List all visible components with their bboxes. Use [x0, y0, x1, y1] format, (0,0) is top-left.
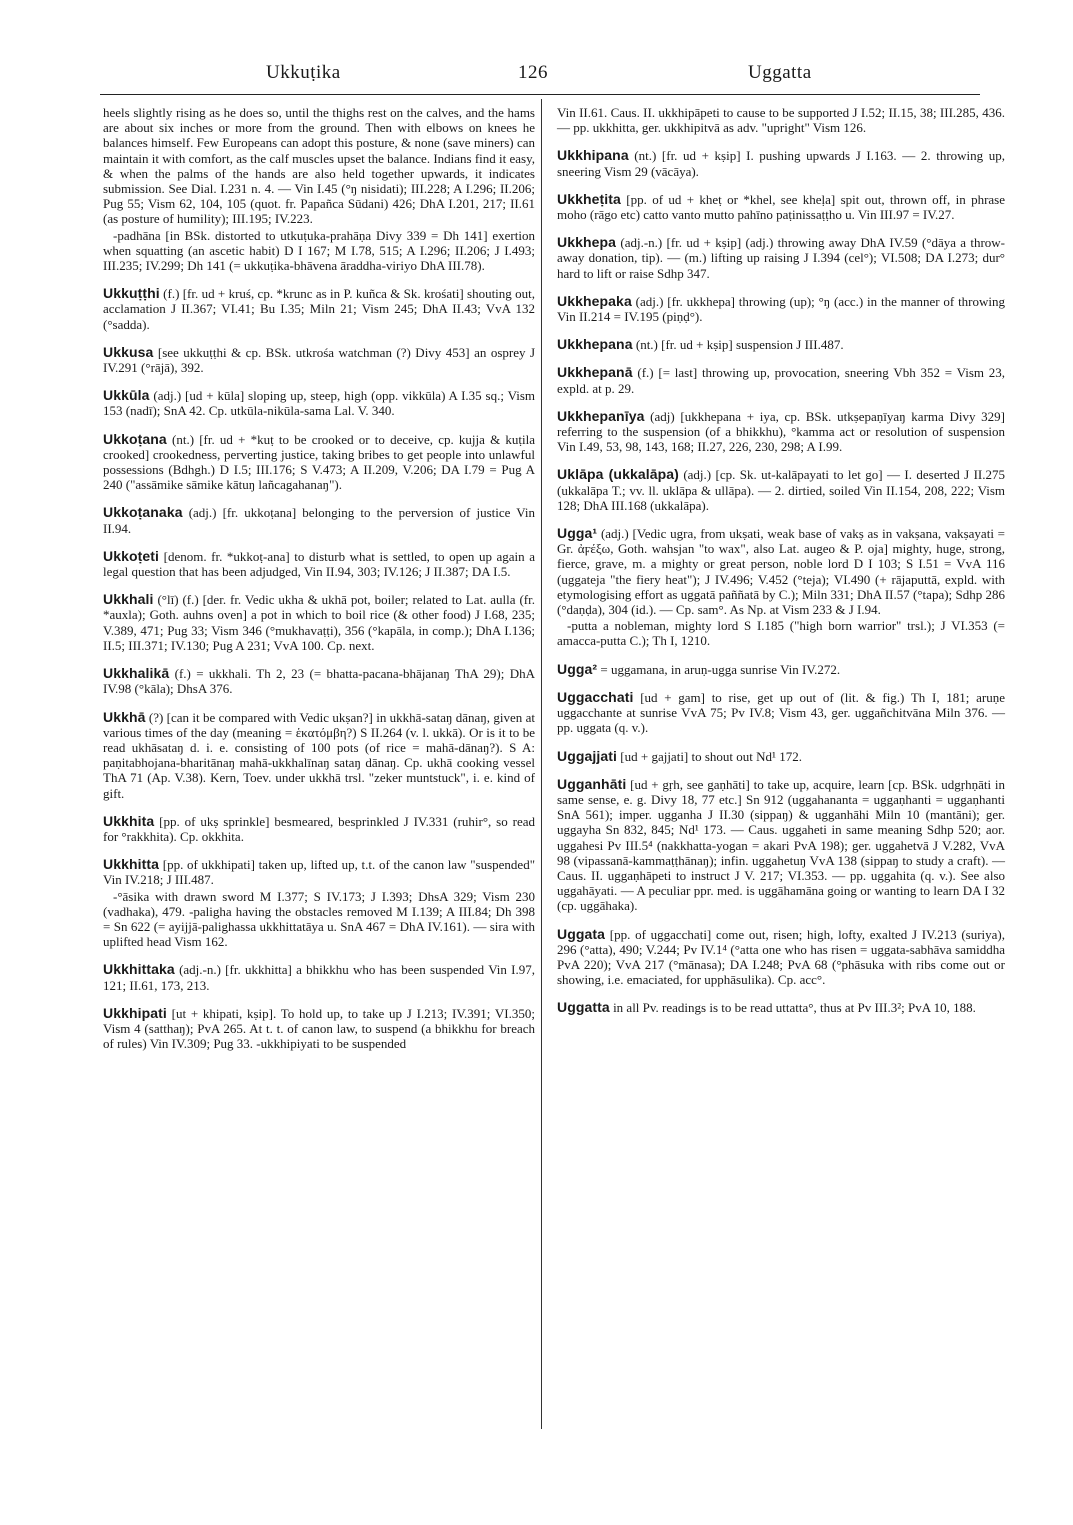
entry-text: (adj.) [fr. ukkoṭana] belonging to the perversion of justice Vin II.94. — [103, 505, 535, 536]
entry-text: [pp. of ukkhipati] taken up, lifted up, t.t. of the canon law "suspended" Vin IV.218; J III.487. — [103, 857, 536, 888]
header-rule — [100, 94, 980, 95]
entry-text: [pp. of ud + kheṭ or *khel, see kheḷa] spit out, thrown off, in phrase moho (rāgo etc) catto vanto mutto pahīno paṭinissaṭṭho u. Vin III.97 = IV.27. — [557, 191, 1006, 223]
entry-text: in all Pv. readings is to be read uttatta°, thus at Pv III.3²; PvA 10, 188. — [613, 1000, 976, 1016]
entry-subentry: -°āsika with drawn sword M I.377; S IV.173; J I.393; DhsA 329; Vism 230 (vadhaka), 479. -paligha having the obstacles removed M I.139; A III.84; Dh 398 = Sn 622 (= ayijjā-palighassa ukkhittatāya u. SnA 467 = DhA IV.161). — sira with uplifted head Vism 162. — [103, 888, 535, 950]
dictionary-entry — [557, 467, 1005, 513]
entry-subentry: -putta a nobleman, mighty lord S I.185 ("high born warrior" trsl.); J VI.353 (= amacca-putta C.); Th I, 1210. — [557, 618, 1005, 649]
entry-text: (f.) = ukkhali. Th 2, 23 (= bhatta-pacana-bhājanaŋ ThA 29); DhA IV.98 (°kāla); DhsA 376. — [103, 666, 535, 697]
entry-text: [ut + khipati, kṣip]. To hold up, to take up J I.213; IV.391; VI.350; Vism 4 (satthaŋ); PvA 265. At t. t. of canon law, to suspend (a bhikkhu for breach of rules) Vin IV.309; Pug 33. -ukkhipiyati to be suspended — [103, 1005, 535, 1052]
dictionary-entry — [103, 388, 535, 418]
running-head-left: Ukkuṭika — [266, 62, 341, 83]
entry-headword: Ugga¹ — [557, 525, 598, 542]
entry-text: (adj.-n.) [fr. ud + kṣip] (adj.) throwing away DhA IV.59 (°dāya a throw-away donation, tip). — (m.) lifting up raising J I.394 (cel°); VI.508; DA I.273; dur° hard to lift or raise Sdhp 347. — [557, 235, 1006, 281]
dictionary-entry — [557, 1000, 1005, 1015]
entry-text: (f.) [= last] throwing up, provocation, sneering Vbh 352 = Vism 23, expld. at p. 29. — [557, 365, 1005, 396]
entry-headword: Ukkhepanīya — [557, 407, 645, 424]
entry-headword: Uggatta — [557, 999, 610, 1016]
entry-text: (nt.) [fr. ud + *kuṭ to be crooked or to deceive, cp. kujja & kuṭila crooked] crookedness, perverting justice, taking bribes to get people into unlawful possessions (Bdhgh.) D I.5; III.176; S V.473; A II.209, V.206; DA I.79 = Pug A 240 ("assāmike sāmike kātuŋ lañcagahanaŋ"). — [103, 431, 535, 493]
dictionary-entry — [557, 690, 1005, 736]
dictionary-entry — [103, 105, 535, 273]
entry-headword: Ukkhali — [103, 591, 154, 608]
entry-headword: Uggajjati — [557, 747, 618, 764]
dictionary-entry — [103, 857, 535, 949]
entry-text: [ud + gṛh, see gaṇhāti] to take up, acquire, learn [cp. BSk. udgṛhṇāti in same sense, e. g. Divy 18, 77 etc.] Sn 912 (uggahananta = uggaṇhanti = uggaṇhanti SnA 561); imper. ugganha J II.30 (sippaŋ) & ugganhāhi Miln 10 (mantāni); ger. uggayha Sn 832, 845; Nd¹ 173. — Caus. uggaheti in same meaning Sdhp 520; aor. uggahesi Pv III.5⁴ (nakkhatta-yogan = akari PvA 198); ger. uggahetvā J V.282, VvA 98 (vipassanā-kammaṭṭhānaŋ); infin. uggahetuŋ VvA 138 (sippaŋ to study a craft). — Caus. II. uggaṇhāpeti to instruct J V. 217; VI.353. — pp. uggahita (q. v.). See also uggahāyati. — A peculiar ppr. med. is uggāhamāna going or wanting to learn DA I 32 (cp. uggāhaka). — [557, 776, 1005, 914]
entry-text: = uggamana, in aruṇ-ugga sunrise Vin IV.272. — [600, 661, 841, 677]
dictionary-entry — [103, 814, 535, 844]
entry-text: [ud + gam] to rise, get up out of (lit. & fig.) Th I, 181; aruṇe uggacchante at sunrise VvA 75; Pv IV.8; Vism 43, ger. uggañchitvāna Miln 376. — pp. uggata (q. v.). — [557, 689, 1006, 736]
dictionary-entry — [557, 409, 1005, 455]
dictionary-entry — [103, 592, 535, 653]
entry-text: (nt.) [fr. ud + kṣip] I. pushing upwards J I.163. — 2. throwing up, sneering Vism 29 (vācāya). — [557, 148, 1005, 179]
dictionary-entry — [103, 345, 535, 375]
dictionary-entry — [557, 777, 1005, 914]
dictionary-entry — [557, 526, 1005, 649]
dictionary-entry — [557, 294, 1005, 324]
entry-text: (nt.) [fr. ud + kṣip] suspension J III.487. — [635, 337, 844, 353]
entry-headword: Ukkusa — [103, 343, 154, 360]
entry-headword: Ukkoṭana — [103, 430, 167, 447]
dictionary-entry — [103, 1006, 535, 1052]
entry-headword: Ugga² — [557, 660, 598, 677]
entry-text: (f.) [fr. ud + kruś, cp. *krunc as in P. kuñca & Sk. krośati] shouting out, acclamation J II.367; VI.41; Bu I.35; Miln 21; Vism 245; DhA II.43; VvA 132 (°sadda). — [103, 286, 535, 332]
entry-headword: Ukkhā — [103, 708, 146, 725]
entry-headword: Ukkhepana — [557, 336, 633, 353]
entry-headword: Ukkhita — [103, 812, 155, 829]
entry-text: (adj.) [cp. Sk. ut-kalāpayati to let go] — I. deserted J II.275 (ukkalāpa T.; vv. ll. uklāpa & ullāpa). — 2. dirtied, soiled Vin II.154, 208, 222; Vism 128; DhA III.168 (ukkalāpa). — [557, 467, 1005, 513]
dictionary-entry — [103, 432, 535, 493]
entry-text: (adj.) [ud + kūla] sloping up, steep, high (opp. vikkūla) A I.35 sq.; Vism 153 (nadī); SnA 42. Cp. utkūla-nikūla-sama Lal. V. 340. — [103, 388, 535, 419]
dictionary-entry — [557, 927, 1005, 988]
dictionary-entry — [103, 286, 535, 332]
entry-headword: Ukkhepanā — [557, 364, 633, 381]
entry-headword: Uklāpa (ukkalāpa) — [557, 466, 679, 483]
entry-headword: Ukkoṭanaka — [103, 504, 183, 521]
dictionary-entry — [557, 749, 1005, 764]
entry-text: [denom. fr. *ukkoṭ-ana] to disturb what is settled, to open up again a legal question that has been adjudged, Vin II.94, 303; IV.126; J II.387; DA I.5. — [103, 548, 536, 580]
dictionary-entry — [103, 549, 535, 579]
dictionary-entry — [557, 337, 1005, 352]
entry-text: [pp. of ukṣ sprinkle] besmeared, besprinkled J IV.331 (ruhir°, so read for °rakkhita). Cp. okkhita. — [103, 813, 535, 844]
entry-text: heels slightly rising as he does so, until the thighs rest on the calves, and the hams are about six inches or more from the ground. Then with elbows on knees he balances himself. Few Europeans can adopt this posture, & none (save miners) can maintain it with comfort, as the calf muscles upset the balance. Indians find it easy, & when the palms of the hands are also held together upwards, it indicates submission. See Dial. I.231 n. 4. — Vin I.45 (°ŋ nisidati); III.228; A I.296; II.206; Pug 55; Vism 62, 104, 105 (quot. fr. Papañca Sūdani) 426; DhA I.201, 217; II.61 (as posture of humility); III.195; IV.223. — [103, 105, 536, 227]
entry-headword: Uggata — [557, 925, 606, 942]
entry-text: [pp. of uggacchati] come out, risen; high, lofty, exalted J IV.213 (suriya), 296 (°atta), 490; V.244; Pv IV.1⁴ (°atta one who has risen = uggata-sabhāva samiddha PvA 220); VvA 217 (°mānasa); DA I.248; PvA 68 (°phāsuka with ribs come out or showing, i.e. emaciated, for upphāsulika). Cp. acc°. — [557, 926, 1005, 988]
entry-text: Vin II.61. Caus. II. ukkhipāpeti to cause to be supported J I.52; II.15, 38; III.285, 436. — pp. ukkhitta, ger. ukkhipitvā as adv. "upright" Vism 126. — [557, 105, 1005, 136]
dictionary-entry — [103, 666, 535, 696]
column-divider — [541, 99, 542, 1429]
dictionary-entry — [103, 505, 535, 535]
entry-headword: Ukkheṭita — [557, 190, 621, 207]
dictionary-entry — [557, 235, 1005, 281]
entry-headword: Ukkhittaka — [103, 961, 175, 978]
entry-headword: Ukkhepaka — [557, 292, 632, 309]
dictionary-entry — [103, 710, 535, 801]
entry-headword: Ukkuṭṭhi — [103, 285, 160, 302]
dictionary-entry — [557, 662, 1005, 677]
entry-headword: Ukkhitta — [103, 856, 160, 873]
dictionary-entry — [557, 192, 1005, 222]
entry-subentry: -padhāna [in BSk. distorted to utkuṭuka-prahāṇa Divy 339 = Dh 141] exertion when squatting (an ascetic habit) D I 167; M I.78, 515; A I.296; II.206; J I.493; III.235; IV.299; Dh 141 (= ukkuṭika-bhāvena āraddha-viriyo DhA III.78). — [103, 227, 535, 274]
entry-headword: Uggacchati — [557, 688, 634, 705]
entry-text: (°lī) (f.) [der. fr. Vedic ukha & ukhā pot, boiler; related to Lat. aulla (fr. *auxla); Goth. auhns oven] a pot in which to boil rice (& other food) J I.68, 235; V.389, 471; Pug 33; Vism 346 (°mukhavaṭṭi), 356 (°kapāla, in comp.); DhA I.136; II.5; III.371; IV.130; Pug A 231; VvA 100. Cp. next. — [103, 592, 536, 653]
dictionary-entry — [557, 148, 1005, 178]
entry-text: (adj.) [fr. ukkhepa] throwing (up); °ŋ (acc.) in the manner of throwing Vin II.214 = IV.195 (piṇḍ°). — [557, 293, 1006, 325]
entry-text: (adj.) [Vedic ugra, from ukṣati, weak base of vakṣ as in vakṣana, vakṣayati = Gr. ἀϝέξω, Goth. wahsjan "to wax", also Lat. augeo & P. oja] mighty, huge, strong, fierce, grave, m. a mighty or great person, noble lord D I 103; S I.51 = VvA 116 (uggateja "the fiery heat"); J IV.496; V.452 (°teja); VI.490 (+ rājaputtā, expld. with etymologising effort as uggatā paññatā by C.); Miln 331; DhA II.57 (°tapa); Sdhp 286 (°daṇḍa), 304 (id.). — Cp. sam°. As Np. at Vism 233 & J I.94. — [557, 526, 1006, 618]
dictionary-entry — [557, 365, 1005, 395]
entry-text: [see ukkuṭṭhi & cp. BSk. utkrośa watchman (?) Divy 453] an osprey J IV.291 (°rājā), 392. — [103, 344, 535, 376]
entry-headword: Ukkoṭeti — [103, 547, 160, 564]
page-number: 126 — [518, 62, 548, 83]
entry-text: (adj.-n.) [fr. ukkhitta] a bhikkhu who has been suspended Vin I.97, 121; II.61, 173, 213. — [103, 962, 535, 993]
entry-headword: Ukkhipana — [557, 147, 629, 164]
left-column — [103, 105, 535, 1064]
dictionary-entry — [103, 962, 535, 992]
entry-headword: Ukkhipati — [103, 1004, 167, 1021]
entry-headword: Ukkūla — [103, 387, 150, 404]
right-column — [557, 105, 1005, 1029]
entry-text: [ud + gajjati] to shout out Nd¹ 172. — [620, 748, 802, 764]
entry-text: (?) [can it be compared with Vedic ukṣan?] in ukkhā-sataŋ dānaŋ, given at various times of the day (meaning = ἑκατόμβη?) S II.264 (v. l. ukkā). Or is it to be read ukhāsataŋ d. i. e. consisting of 100 pots (of rice = mahā-dānaŋ?). S A: paṇitabhojana-bharitānaŋ mahā-ukkhalīnaŋ sataŋ dānaŋ. Cp. ukhā cooking vessel ThA 71 (Ap. V.38). Kern, Toev. under ukkhā trsl. "zeker muntstuck", i. e. kind of gift. — [103, 709, 535, 801]
running-head-right: Uggatta — [748, 62, 812, 83]
entry-text: (adj) [ukkhepana + iya, cp. BSk. utkṣepaṇīyaŋ karma Divy 329] referring to the suspension (of a bhikkhu), °kamma act or resolution of suspension Vin I.49, 53, 98, 143, 168; II.27, 226, 230, 298; A I.99. — [557, 408, 1005, 455]
page-header — [100, 56, 980, 96]
entry-headword: Ukkhepa — [557, 234, 617, 251]
entry-headword: Ukkhalikā — [103, 665, 170, 682]
dictionary-entry — [557, 105, 1005, 135]
entry-headword: Ugganhāti — [557, 775, 627, 792]
